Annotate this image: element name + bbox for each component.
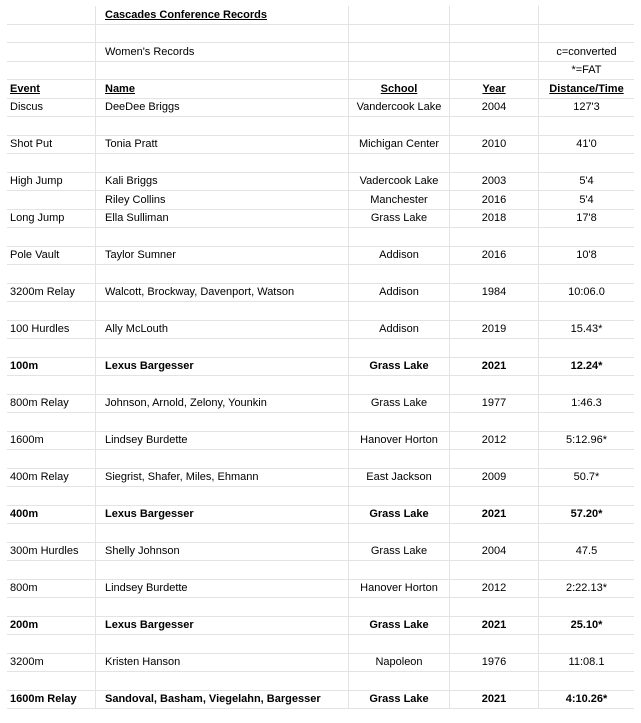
- table-row: [7, 173, 634, 192]
- cell-mark[interactable]: 10:06.0: [568, 286, 605, 299]
- cell-school[interactable]: East Jackson: [349, 469, 450, 487]
- cell-year[interactable]: [450, 450, 539, 468]
- cell-year[interactable]: 2016: [450, 191, 539, 209]
- cell-event[interactable]: [7, 487, 96, 505]
- cell-name[interactable]: [96, 450, 349, 468]
- cell-event[interactable]: [7, 598, 96, 616]
- cell-school[interactable]: [349, 561, 450, 579]
- legend-converted[interactable]: c=converted: [556, 45, 617, 58]
- spacer-row: [7, 302, 634, 321]
- cell-mark[interactable]: [539, 450, 634, 468]
- cell-year[interactable]: 2012: [450, 432, 539, 450]
- cell-school[interactable]: Michigan Center: [349, 136, 450, 154]
- cell-name[interactable]: [96, 524, 349, 542]
- cell-year[interactable]: 2018: [450, 210, 539, 228]
- cell-name[interactable]: [96, 598, 349, 616]
- cell-event[interactable]: 800m: [7, 580, 96, 598]
- cell-mark[interactable]: 25.10*: [570, 619, 603, 632]
- cell-school[interactable]: [349, 265, 450, 283]
- cell-mark[interactable]: 12.24*: [570, 360, 603, 373]
- header-year[interactable]: Year: [450, 80, 539, 98]
- cell-mark[interactable]: 17'8: [576, 212, 597, 225]
- cell-mark[interactable]: [539, 117, 634, 135]
- cell-name[interactable]: Kali Briggs: [96, 173, 349, 191]
- cell-mark[interactable]: 5'4: [579, 193, 594, 206]
- table-row: [7, 136, 634, 155]
- cell-year[interactable]: [450, 598, 539, 616]
- header-row: [7, 80, 634, 99]
- cell-school[interactable]: [349, 228, 450, 246]
- cell-event[interactable]: [7, 228, 96, 246]
- cell-mark[interactable]: [539, 413, 634, 431]
- spacer-row: [7, 339, 634, 358]
- cell-school[interactable]: [349, 672, 450, 690]
- cell-mark[interactable]: 41'0: [576, 138, 597, 151]
- cell-event[interactable]: [7, 154, 96, 172]
- cell-school[interactable]: Addison: [349, 284, 450, 302]
- cell-year[interactable]: 2021: [450, 506, 539, 524]
- table-row: [7, 395, 634, 414]
- header-mark[interactable]: Distance/Time: [549, 82, 624, 95]
- cell-name[interactable]: Riley Collins: [96, 191, 349, 209]
- cell-school[interactable]: Manchester: [349, 191, 450, 209]
- cell-name[interactable]: Lexus Bargesser: [96, 358, 349, 376]
- table-row: [7, 506, 634, 525]
- cell-event[interactable]: 200m: [7, 617, 96, 635]
- cell-event[interactable]: Discus: [7, 99, 96, 117]
- cell-name[interactable]: DeeDee Briggs: [96, 99, 349, 117]
- cell-name[interactable]: Siegrist, Shafer, Miles, Ehmann: [96, 469, 349, 487]
- cell-mark[interactable]: [539, 672, 634, 690]
- cell-event[interactable]: [7, 265, 96, 283]
- cell-school[interactable]: [349, 376, 450, 394]
- cell-school[interactable]: Grass Lake: [349, 617, 450, 635]
- cell-year[interactable]: [450, 635, 539, 653]
- spacer-row: [7, 265, 634, 284]
- spacer-row: [7, 413, 634, 432]
- cell-school[interactable]: Addison: [349, 247, 450, 265]
- spacer-row: [7, 672, 634, 691]
- cell-mark[interactable]: 15.43*: [570, 323, 603, 336]
- cell-year[interactable]: [450, 376, 539, 394]
- legend-row: [7, 62, 634, 81]
- cell-mark[interactable]: 50.7*: [573, 471, 600, 484]
- cell-name[interactable]: Lexus Bargesser: [96, 617, 349, 635]
- cell-year[interactable]: [450, 228, 539, 246]
- cell-year[interactable]: 2021: [450, 358, 539, 376]
- cell-event[interactable]: 1600m Relay: [7, 691, 96, 709]
- cell-event[interactable]: 100m: [7, 358, 96, 376]
- cell-event[interactable]: [7, 413, 96, 431]
- header-event[interactable]: Event: [7, 80, 96, 98]
- cell-school[interactable]: [349, 487, 450, 505]
- cell-mark[interactable]: 127'3: [573, 101, 600, 114]
- records-spreadsheet: [7, 6, 634, 709]
- cell-name[interactable]: [96, 302, 349, 320]
- cell-mark[interactable]: 10'8: [576, 249, 597, 262]
- table-row: [7, 543, 634, 562]
- cell-mark[interactable]: [539, 376, 634, 394]
- cell-year[interactable]: [450, 117, 539, 135]
- spacer-row: [7, 598, 634, 617]
- cell-year[interactable]: 2012: [450, 580, 539, 598]
- cell-event[interactable]: [7, 672, 96, 690]
- record-rows: [7, 99, 634, 710]
- cell-mark[interactable]: 5'4: [579, 175, 594, 188]
- cell-school[interactable]: [349, 450, 450, 468]
- cell-mark[interactable]: [539, 228, 634, 246]
- cell-school[interactable]: Napoleon: [349, 654, 450, 672]
- cell-year[interactable]: 2021: [450, 617, 539, 635]
- cell-name[interactable]: [96, 154, 349, 172]
- cell-year[interactable]: [450, 524, 539, 542]
- cell-year[interactable]: 2004: [450, 99, 539, 117]
- cell-name[interactable]: Ally McLouth: [96, 321, 349, 339]
- cell-event[interactable]: 800m Relay: [7, 395, 96, 413]
- cell-year[interactable]: 1977: [450, 395, 539, 413]
- cell-event[interactable]: [7, 524, 96, 542]
- cell-school[interactable]: Hanover Horton: [349, 580, 450, 598]
- cell-mark[interactable]: 2:22.13*: [566, 582, 607, 595]
- cell-mark[interactable]: [539, 561, 634, 579]
- cell-year[interactable]: [450, 413, 539, 431]
- table-row: [7, 99, 634, 118]
- spacer-row: [7, 524, 634, 543]
- table-row: [7, 654, 634, 673]
- cell-year[interactable]: 2021: [450, 691, 539, 709]
- cell-school[interactable]: [349, 598, 450, 616]
- cell-year[interactable]: 1976: [450, 654, 539, 672]
- cell-school[interactable]: Addison: [349, 321, 450, 339]
- cell-school[interactable]: [349, 302, 450, 320]
- cell-year[interactable]: [450, 265, 539, 283]
- cell-event[interactable]: 400m Relay: [7, 469, 96, 487]
- table-row: [7, 284, 634, 303]
- cell-mark[interactable]: [539, 154, 634, 172]
- cell-mark[interactable]: [539, 339, 634, 357]
- table-row: [7, 469, 634, 488]
- cell-year[interactable]: [450, 302, 539, 320]
- spacer-row: [7, 487, 634, 506]
- cell-school[interactable]: Vandercook Lake: [349, 99, 450, 117]
- cell-mark[interactable]: [539, 487, 634, 505]
- cell-event[interactable]: 300m Hurdles: [7, 543, 96, 561]
- cell-name[interactable]: Taylor Sumner: [96, 247, 349, 265]
- cell-mark[interactable]: [539, 635, 634, 653]
- cell-school[interactable]: Grass Lake: [349, 210, 450, 228]
- cell-name[interactable]: [96, 339, 349, 357]
- cell-name[interactable]: [96, 228, 349, 246]
- spacer-row: [7, 154, 634, 173]
- table-row: [7, 691, 634, 710]
- cell-year[interactable]: [450, 339, 539, 357]
- cell-mark[interactable]: [539, 524, 634, 542]
- cell-school[interactable]: [349, 524, 450, 542]
- spacer-row: [7, 376, 634, 395]
- table-row: [7, 432, 634, 451]
- cell-name[interactable]: [96, 635, 349, 653]
- cell-school[interactable]: [349, 117, 450, 135]
- cell-mark[interactable]: 5:12.96*: [566, 434, 607, 447]
- cell-year[interactable]: 2016: [450, 247, 539, 265]
- cell-school[interactable]: [349, 154, 450, 172]
- cell-event[interactable]: [7, 376, 96, 394]
- cell-event[interactable]: 100 Hurdles: [7, 321, 96, 339]
- cell-name[interactable]: [96, 561, 349, 579]
- table-row: [7, 321, 634, 340]
- cell-name[interactable]: Lexus Bargesser: [96, 506, 349, 524]
- cell-year[interactable]: [450, 487, 539, 505]
- cell-name[interactable]: Walcott, Brockway, Davenport, Watson: [96, 284, 349, 302]
- cell-name[interactable]: [96, 376, 349, 394]
- cell-event[interactable]: 3200m Relay: [7, 284, 96, 302]
- cell-event[interactable]: [7, 339, 96, 357]
- cell-event[interactable]: [7, 302, 96, 320]
- cell-name[interactable]: Lindsey Burdette: [96, 432, 349, 450]
- cell-school[interactable]: Vadercook Lake: [349, 173, 450, 191]
- sheet-title[interactable]: Cascades Conference Records: [96, 6, 349, 24]
- title-row: [7, 6, 634, 25]
- cell-name[interactable]: Sandoval, Basham, Viegelahn, Bargesser: [96, 691, 349, 709]
- cell-mark[interactable]: [539, 598, 634, 616]
- cell-school[interactable]: Grass Lake: [349, 395, 450, 413]
- table-row: [7, 191, 634, 210]
- cell-year[interactable]: 2010: [450, 136, 539, 154]
- cell-mark[interactable]: [539, 302, 634, 320]
- cell-mark[interactable]: 4:10.26*: [565, 693, 608, 706]
- cell-name[interactable]: [96, 413, 349, 431]
- cell-name[interactable]: Tonia Pratt: [96, 136, 349, 154]
- cell-year[interactable]: [450, 561, 539, 579]
- cell-event[interactable]: 1600m: [7, 432, 96, 450]
- cell-name[interactable]: [96, 117, 349, 135]
- table-row: [7, 358, 634, 377]
- cell-event[interactable]: Shot Put: [7, 136, 96, 154]
- cell-year[interactable]: [450, 154, 539, 172]
- cell-event[interactable]: Long Jump: [7, 210, 96, 228]
- spacer-row: [7, 228, 634, 247]
- cell-event[interactable]: High Jump: [7, 173, 96, 191]
- cell-school[interactable]: [349, 635, 450, 653]
- cell-school[interactable]: Hanover Horton: [349, 432, 450, 450]
- spacer-row: [7, 561, 634, 580]
- header-school[interactable]: School: [349, 80, 450, 98]
- table-row: [7, 580, 634, 599]
- table-row: [7, 247, 634, 266]
- sheet-subtitle[interactable]: Women's Records: [96, 43, 349, 61]
- cell-event[interactable]: [7, 635, 96, 653]
- cell-name[interactable]: Shelly Johnson: [96, 543, 349, 561]
- cell-school[interactable]: Grass Lake: [349, 506, 450, 524]
- cell-school[interactable]: [349, 339, 450, 357]
- cell-event[interactable]: [7, 117, 96, 135]
- spacer-row: [7, 635, 634, 654]
- cell-event[interactable]: 400m: [7, 506, 96, 524]
- cell-year[interactable]: 2004: [450, 543, 539, 561]
- subtitle-row: [7, 43, 634, 62]
- cell-school[interactable]: Grass Lake: [349, 543, 450, 561]
- cell-mark[interactable]: [539, 265, 634, 283]
- cell-mark[interactable]: 11:08.1: [568, 656, 605, 669]
- cell-year[interactable]: 2019: [450, 321, 539, 339]
- cell-year[interactable]: [450, 672, 539, 690]
- header-name[interactable]: Name: [96, 80, 349, 98]
- cell-name[interactable]: [96, 487, 349, 505]
- cell-name[interactable]: Johnson, Arnold, Zelony, Younkin: [96, 395, 349, 413]
- cell-event[interactable]: [7, 450, 96, 468]
- cell-school[interactable]: Grass Lake: [349, 358, 450, 376]
- table-row: [7, 617, 634, 636]
- cell-mark[interactable]: 57.20*: [570, 508, 603, 521]
- cell-mark[interactable]: 47.5: [575, 545, 598, 558]
- cell-year[interactable]: 2009: [450, 469, 539, 487]
- cell-school[interactable]: Grass Lake: [349, 691, 450, 709]
- cell-name[interactable]: Lindsey Burdette: [96, 580, 349, 598]
- cell-school[interactable]: [349, 413, 450, 431]
- cell-name[interactable]: Ella Sulliman: [96, 210, 349, 228]
- table-row: [7, 210, 634, 229]
- cell-year[interactable]: 1984: [450, 284, 539, 302]
- spacer-row: [7, 450, 634, 469]
- spacer-row: [7, 25, 634, 44]
- cell-mark[interactable]: 1:46.3: [571, 397, 602, 410]
- cell-name[interactable]: [96, 672, 349, 690]
- cell-name[interactable]: Kristen Hanson: [96, 654, 349, 672]
- spacer-row: [7, 117, 634, 136]
- cell-name[interactable]: [96, 265, 349, 283]
- cell-event[interactable]: Pole Vault: [7, 247, 96, 265]
- cell-event[interactable]: [7, 191, 96, 209]
- legend-fat[interactable]: *=FAT: [571, 64, 602, 77]
- cell-year[interactable]: 2003: [450, 173, 539, 191]
- cell-event[interactable]: [7, 561, 96, 579]
- cell-event[interactable]: 3200m: [7, 654, 96, 672]
